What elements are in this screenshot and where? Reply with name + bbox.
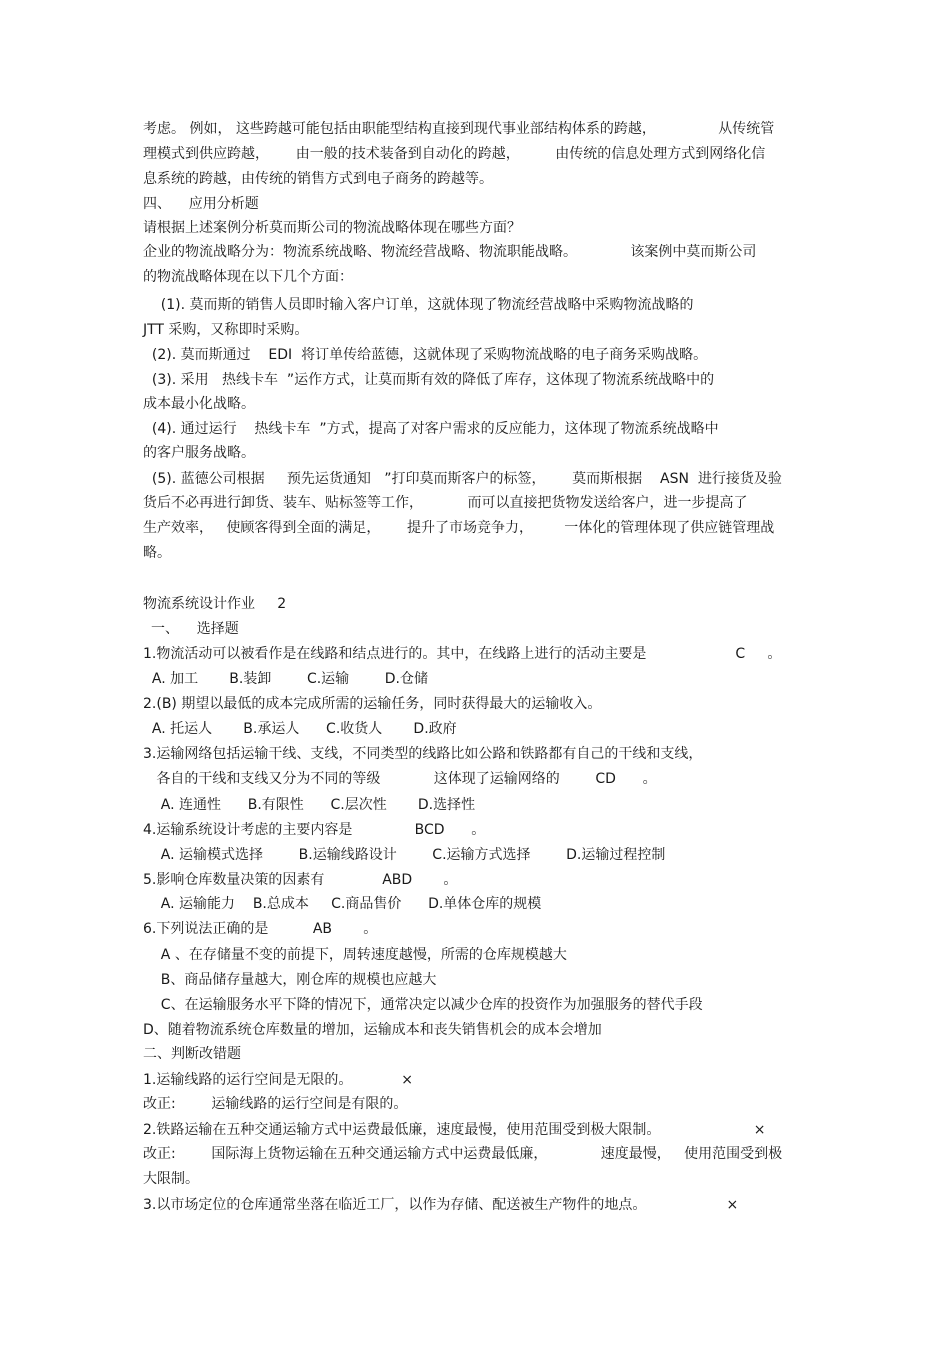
judge-line: 3.以市场定位的仓库通常坐落在临近工厂，以作为存储、配送被生产物件的地点。 × [143,1197,739,1213]
choice-line: A. 加工 B.装卸 C.运输 D.仓储 [143,671,428,687]
question-text: 请根据上述案例分析莫而斯公司的物流战略体现在哪些方面？ [143,220,521,236]
answer-point: (3). 采用 热线卡车 ”运作方式，让莫而斯有效的降低了库存，这体现了物流系统战略中的 [143,372,715,388]
intro-line-2: 理模式到供应跨越， 由一般的技术装备到自动化的跨越， 由传统的信息处理方式到网络化信 [143,146,766,162]
section-heading: 四、 应用分析题 [143,196,259,212]
answer-point: JTT 采购，又称即时采购。 [143,322,309,338]
choice-line: 5.影响仓库数量决策的因素有 ABD 。 [143,872,458,888]
judge-line: 改正: 运输线路的运行空间是有限的。 [143,1096,408,1112]
choice-line: A. 托运人 B.承运人 C.收货人 D.政府 [143,721,457,737]
judge-line: 1.运输线路的运行空间是无限的。 × [143,1072,414,1088]
assignment-title: 物流系统设计作业 2 [143,596,287,612]
judge-line: 改正: 国际海上货物运输在五种交通运输方式中运费最低廉， 速度最慢， 使用范围受到极 [143,1146,783,1162]
answer-line: 企业的物流战略分为：物流系统战略、物流经营战略、物流职能战略。 该案例中莫而斯公司 [143,244,757,260]
intro-line-1: 考虑。 例如， 这些跨越可能包括由职能型结构直接到现代事业部结构体系的跨越， 从传统管 [143,121,775,137]
intro-line-3: 息系统的跨越，由传统的销售方式到电子商务的跨越等。 [143,171,493,187]
answer-point: (1). 莫而斯的销售人员即时输入客户订单，这就体现了物流经营战略中采购物流战略的 [143,297,694,313]
choice-line: A. 连通性 B.有限性 C.层次性 D.选择性 [143,797,476,813]
answer-point: (2). 莫而斯通过 EDI 将订单传给蓝德，这就体现了采购物流战略的电子商务采购战略。 [143,347,708,363]
choice-line: 6.下列说法正确的是 AB 。 [143,921,378,937]
answer-point: (4). 通过运行 热线卡车 ”方式，提高了对客户需求的反应能力，这体现了物流系统战略中 [143,421,719,437]
answer-point: (5). 蓝德公司根据 预先运货通知 ”打印莫而斯客户的标签， 莫而斯根据 ASN 进行接货及验 [143,471,782,487]
judge-heading: 二、判断改错题 [143,1046,241,1062]
judge-line: 大限制。 [143,1171,199,1187]
choice-line: A 、在存储量不变的前提下，周转速度越慢，所需的仓库规模越大 [143,947,567,963]
answer-point: 略。 [143,545,171,561]
choice-line: 各自的干线和支线又分为不同的等级 这体现了运输网络的 CD 。 [143,771,657,787]
choice-line: D、随着物流系统仓库数量的增加，运输成本和丧失销售机会的成本会增加 [143,1022,602,1038]
choice-line: 4.运输系统设计考虑的主要内容是 BCD 。 [143,822,486,838]
choice-line: 3.运输网络包括运输干线、支线，不同类型的线路比如公路和铁路都有自己的干线和支线， [143,746,703,762]
answer-point: 成本最小化战略。 [143,396,255,412]
answer-point: 的客户服务战略。 [143,445,255,461]
choice-line: 1.物流活动可以被看作是在线路和结点进行的。其中，在线路上进行的活动主要是 C 。 [143,646,782,662]
choice-heading: 一、 选择题 [151,621,239,637]
choice-line: A. 运输能力 B.总成本 C.商品售价 D.单体仓库的规模 [143,896,542,912]
answer-line: 的物流战略体现在以下几个方面： [143,269,353,285]
answer-point: 生产效率， 使顾客得到全面的满足， 提升了市场竞争力， 一体化的管理体现了供应链管理战 [143,520,775,536]
choice-line: C、在运输服务水平下降的情况下，通常决定以减少仓库的投资作为加强服务的替代手段 [143,997,703,1013]
choice-line: A. 运输模式选择 B.运输线路设计 C.运输方式选择 D.运输过程控制 [143,847,666,863]
answer-point: 货后不必再进行卸货、装车、贴标签等工作， 而可以直接把货物发送给客户，进一步提高了 [143,495,748,511]
choice-line: B、商品储存量越大，刚仓库的规模也应越大 [143,972,437,988]
judge-line: 2.铁路运输在五种交通运输方式中运费最低廉，速度最慢，使用范围受到极大限制。 × [143,1122,766,1138]
choice-line: 2.(B) 期望以最低的成本完成所需的运输任务，同时获得最大的运输收入。 [143,696,602,712]
